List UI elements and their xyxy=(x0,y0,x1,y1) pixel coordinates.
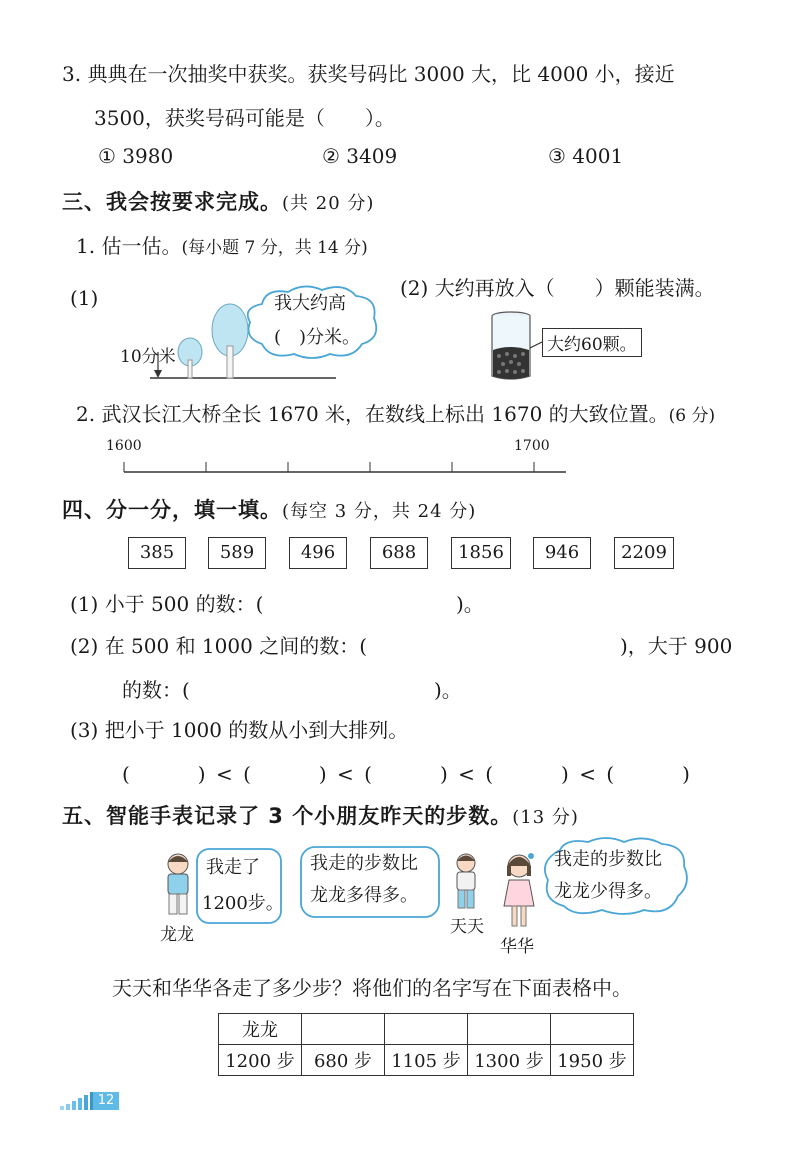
kid-huahua-illustration xyxy=(500,852,538,932)
jar-callout: 大约60颗。 xyxy=(542,328,642,357)
number-card: 589 xyxy=(208,537,266,569)
number-card: 496 xyxy=(289,537,347,569)
page-bars-icon xyxy=(60,1092,94,1110)
table-row xyxy=(219,1014,634,1045)
height-label: 10分米 xyxy=(120,347,176,367)
table-cell: 1200 步 xyxy=(219,1045,302,1076)
s4-q2-line2: 的数：( xyxy=(122,678,190,702)
name-tiantian: 天天 xyxy=(450,917,484,937)
s4-q2: (2) 在 500 和 1000 之间的数：( xyxy=(70,634,367,658)
q3-option-1: ① 3980 xyxy=(98,144,174,168)
kid-tiantian-illustration xyxy=(450,852,482,912)
table-cell[interactable] xyxy=(468,1014,551,1045)
section5-title: 五、智能手表记录了 3 个小朋友昨天的步数。(13 分) xyxy=(62,804,579,828)
table-cell[interactable] xyxy=(302,1014,385,1045)
section4-title: 四、分一分，填一填。(每空 3 分，共 24 分) xyxy=(62,498,477,522)
s4-q3: (3) 把小于 1000 的数从小到大排列。 xyxy=(70,718,409,742)
table-row xyxy=(219,1045,634,1076)
s3-q2-text: 2. 武汉长江大桥全长 1670 米，在数线上标出 1670 的大致位置。(6 分) xyxy=(76,402,716,426)
page-number: 12 xyxy=(93,1092,119,1110)
s3-q1-title: 1. 估一估。(每小题 7 分，共 14 分) xyxy=(76,234,368,258)
table-cell[interactable] xyxy=(385,1014,468,1045)
bubble-huahua: 我走的步数比 龙龙少得多。 xyxy=(540,836,692,918)
table-cell: 680 步 xyxy=(302,1045,385,1076)
numberline-start-label: 1600 xyxy=(106,438,142,454)
number-card: 385 xyxy=(128,537,186,569)
table-cell: 1105 步 xyxy=(385,1045,468,1076)
table-cell: 1950 步 xyxy=(551,1045,634,1076)
q3-option-3: ③ 4001 xyxy=(548,144,624,168)
number-card: 688 xyxy=(370,537,428,569)
numberline-end-label: 1700 xyxy=(514,438,550,454)
s5-question: 天天和华华各走了多少步？将他们的名字写在下面表格中。 xyxy=(112,976,632,1000)
s4-q2-line2-end: )。 xyxy=(434,678,462,702)
section3-title: 三、我会按要求完成。(共 20 分) xyxy=(62,190,375,214)
jar-illustration xyxy=(490,310,532,382)
s4-q1-end: )。 xyxy=(456,592,484,616)
bubble-longlong: 我走了 1200步。 xyxy=(196,848,282,924)
number-card: 1856 xyxy=(451,537,511,569)
kid-longlong-illustration xyxy=(160,852,196,920)
number-card: 2209 xyxy=(614,537,674,569)
q3-option-2: ② 3409 xyxy=(322,144,398,168)
s3-part2-text: (2) 大约再放入（ ）颗能装满。 xyxy=(400,276,715,300)
s4-q2-end: )，大于 900 xyxy=(620,634,733,658)
table-cell[interactable] xyxy=(551,1014,634,1045)
order-row[interactable]: ( ) < ( ) < ( ) < ( ) < ( ) xyxy=(122,762,692,786)
name-huahua: 华华 xyxy=(500,937,534,957)
q3-line1: 3. 典典在一次抽奖中获奖。获奖号码比 3000 大，比 4000 小，接近 xyxy=(62,62,675,86)
s4-q1: (1) 小于 500 的数：( xyxy=(70,592,264,616)
steps-table xyxy=(218,1013,634,1076)
number-line[interactable] xyxy=(120,456,570,476)
bubble-tiantian: 我走的步数比 龙龙多得多。 xyxy=(300,846,440,918)
part1-bubble: 我大约高 ( )分米。 xyxy=(244,284,382,360)
table-cell: 1300 步 xyxy=(468,1045,551,1076)
s3-part1-label: (1) xyxy=(70,286,99,310)
table-cell: 龙龙 xyxy=(219,1014,302,1045)
q3-line2: 3500，获奖号码可能是（ ）。 xyxy=(94,106,395,130)
number-card: 946 xyxy=(533,537,591,569)
name-longlong: 龙龙 xyxy=(160,925,194,945)
